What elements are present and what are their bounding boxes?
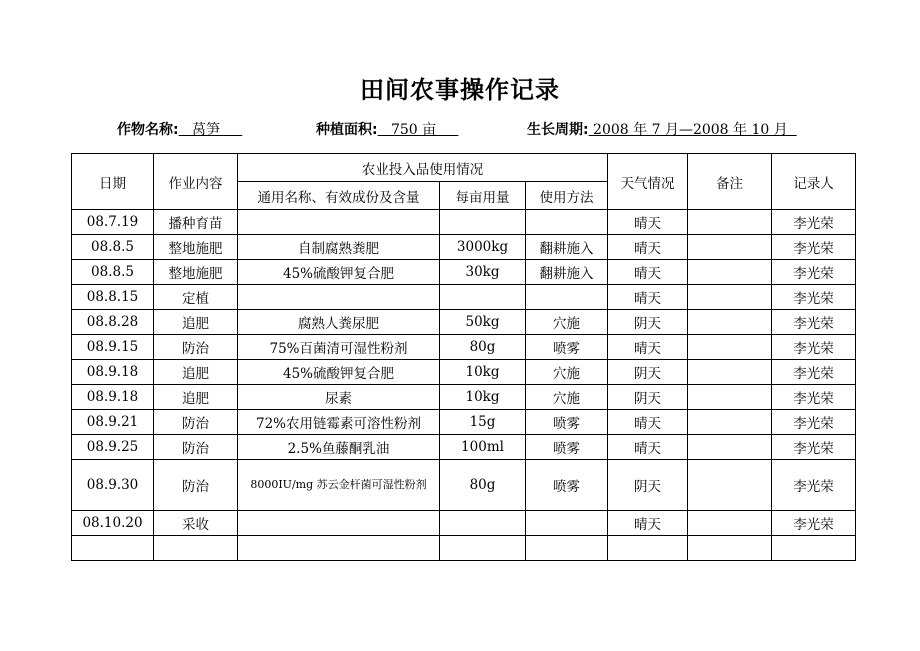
cell-recorder: 李光荣 [772, 210, 856, 235]
crop-label: 作物名称: [117, 122, 179, 138]
cell-date: 08.10.20 [72, 511, 154, 536]
cell-weather: 阴天 [608, 310, 688, 335]
cell-operation: 整地施肥 [154, 235, 238, 260]
cell-amount: 30kg [440, 260, 526, 285]
cell-operation: 防治 [154, 410, 238, 435]
cell-date: 08.9.18 [72, 360, 154, 385]
cell-weather [608, 536, 688, 561]
cell-weather: 阴天 [608, 360, 688, 385]
cell-amount: 3000kg [440, 235, 526, 260]
cell-name: 自制腐熟粪肥 [238, 235, 440, 260]
area-field [316, 119, 458, 139]
period-field [527, 119, 797, 139]
table-row [72, 285, 856, 310]
cell-remarks [688, 260, 772, 285]
cell-weather: 晴天 [608, 335, 688, 360]
cell-name [238, 285, 440, 310]
cell-name [238, 210, 440, 235]
cell-recorder: 李光荣 [772, 285, 856, 310]
cell-remarks [688, 410, 772, 435]
operation-record-table [71, 153, 856, 561]
cell-remarks [688, 335, 772, 360]
cell-weather: 晴天 [608, 210, 688, 235]
cell-amount: 10kg [440, 385, 526, 410]
cell-method: 喷雾 [526, 435, 608, 460]
cell-weather: 晴天 [608, 285, 688, 310]
cell-operation: 定植 [154, 285, 238, 310]
table-row [72, 335, 856, 360]
cell-name [238, 536, 440, 561]
header-method: 使用方法 [526, 182, 608, 210]
cell-recorder: 李光荣 [772, 511, 856, 536]
cell-name [238, 511, 440, 536]
cell-date: 08.8.5 [72, 260, 154, 285]
cell-recorder: 李光荣 [772, 410, 856, 435]
cell-remarks [688, 435, 772, 460]
cell-remarks [688, 385, 772, 410]
cell-method: 翻耕施入 [526, 260, 608, 285]
cell-name: 45%硫酸钾复合肥 [238, 360, 440, 385]
table-row [72, 210, 856, 235]
cell-recorder: 李光荣 [772, 385, 856, 410]
cell-date [72, 536, 154, 561]
cell-recorder: 李光荣 [772, 360, 856, 385]
cell-operation: 防治 [154, 335, 238, 360]
header-name: 通用名称、有效成份及含量 [238, 182, 440, 210]
area-label: 种植面积: [316, 122, 378, 138]
header-remarks: 备注 [688, 154, 772, 210]
cell-date: 08.8.15 [72, 285, 154, 310]
cell-amount: 10kg [440, 360, 526, 385]
cell-recorder: 李光荣 [772, 460, 856, 511]
cell-operation [154, 536, 238, 561]
cell-weather: 晴天 [608, 511, 688, 536]
cell-method: 喷雾 [526, 460, 608, 511]
area-value: 750 亩 [377, 122, 459, 138]
cell-weather: 晴天 [608, 435, 688, 460]
cell-recorder: 李光荣 [772, 260, 856, 285]
cell-name: 腐熟人粪尿肥 [238, 310, 440, 335]
cell-operation: 防治 [154, 460, 238, 511]
cell-method: 喷雾 [526, 335, 608, 360]
cell-remarks [688, 285, 772, 310]
cell-method: 穴施 [526, 385, 608, 410]
cell-name: 45%硫酸钾复合肥 [238, 260, 440, 285]
header-recorder: 记录人 [772, 154, 856, 210]
crop-field [117, 119, 242, 139]
table-row [72, 435, 856, 460]
cell-name: 72%农用链霉素可溶性粉剂 [238, 410, 440, 435]
crop-value: 莴笋 [178, 122, 243, 138]
cell-weather: 阴天 [608, 385, 688, 410]
period-value: 2008 年 7 月—2008 年 10 月 [588, 122, 797, 138]
cell-remarks [688, 460, 772, 511]
cell-operation: 整地施肥 [154, 260, 238, 285]
cell-remarks [688, 536, 772, 561]
cell-amount: 50kg [440, 310, 526, 335]
table-row [72, 460, 856, 511]
cell-method: 喷雾 [526, 410, 608, 435]
table-row [72, 385, 856, 410]
header-date: 日期 [72, 154, 154, 210]
cell-recorder: 李光荣 [772, 310, 856, 335]
cell-amount: 80g [440, 335, 526, 360]
cell-method: 穴施 [526, 310, 608, 335]
record-meta [0, 119, 920, 139]
cell-weather: 晴天 [608, 410, 688, 435]
cell-amount [440, 210, 526, 235]
table-row [72, 235, 856, 260]
cell-name: 2.5%鱼藤酮乳油 [238, 435, 440, 460]
cell-weather: 阴天 [608, 460, 688, 511]
header-weather: 天气情况 [608, 154, 688, 210]
cell-recorder: 李光荣 [772, 435, 856, 460]
cell-operation: 采收 [154, 511, 238, 536]
cell-method [526, 210, 608, 235]
cell-name: 75%百菌清可湿性粉剂 [238, 335, 440, 360]
period-label: 生长周期: [527, 122, 589, 138]
cell-amount: 100ml [440, 435, 526, 460]
cell-method: 翻耕施入 [526, 235, 608, 260]
cell-remarks [688, 310, 772, 335]
table-row [72, 360, 856, 385]
cell-date: 08.7.19 [72, 210, 154, 235]
cell-operation: 追肥 [154, 310, 238, 335]
cell-name: 尿素 [238, 385, 440, 410]
cell-method [526, 536, 608, 561]
cell-amount [440, 536, 526, 561]
cell-date: 08.8.5 [72, 235, 154, 260]
cell-date: 08.9.15 [72, 335, 154, 360]
cell-recorder: 李光荣 [772, 335, 856, 360]
header-inputs-group: 农业投入品使用情况 [238, 154, 608, 182]
cell-amount [440, 511, 526, 536]
cell-name: 8000IU/mg 苏云金杆菌可湿性粉剂 [238, 460, 440, 511]
cell-operation: 追肥 [154, 360, 238, 385]
cell-amount: 80g [440, 460, 526, 511]
cell-date: 08.9.21 [72, 410, 154, 435]
cell-remarks [688, 210, 772, 235]
table-row [72, 511, 856, 536]
cell-date: 08.9.30 [72, 460, 154, 511]
page-title: 田间农事操作记录 [360, 76, 560, 104]
cell-remarks [688, 360, 772, 385]
cell-date: 08.8.28 [72, 310, 154, 335]
cell-date: 08.9.25 [72, 435, 154, 460]
cell-operation: 追肥 [154, 385, 238, 410]
cell-remarks [688, 235, 772, 260]
table-row [72, 310, 856, 335]
table-row [72, 410, 856, 435]
cell-method: 穴施 [526, 360, 608, 385]
cell-amount [440, 285, 526, 310]
cell-recorder [772, 536, 856, 561]
cell-remarks [688, 511, 772, 536]
header-amount: 每亩用量 [440, 182, 526, 210]
cell-amount: 15g [440, 410, 526, 435]
cell-method [526, 285, 608, 310]
table-row [72, 536, 856, 561]
cell-operation: 播种育苗 [154, 210, 238, 235]
cell-weather: 晴天 [608, 260, 688, 285]
cell-operation: 防治 [154, 435, 238, 460]
header-operation: 作业内容 [154, 154, 238, 210]
cell-recorder: 李光荣 [772, 235, 856, 260]
cell-date: 08.9.18 [72, 385, 154, 410]
cell-method [526, 511, 608, 536]
cell-weather: 晴天 [608, 235, 688, 260]
table-row [72, 260, 856, 285]
